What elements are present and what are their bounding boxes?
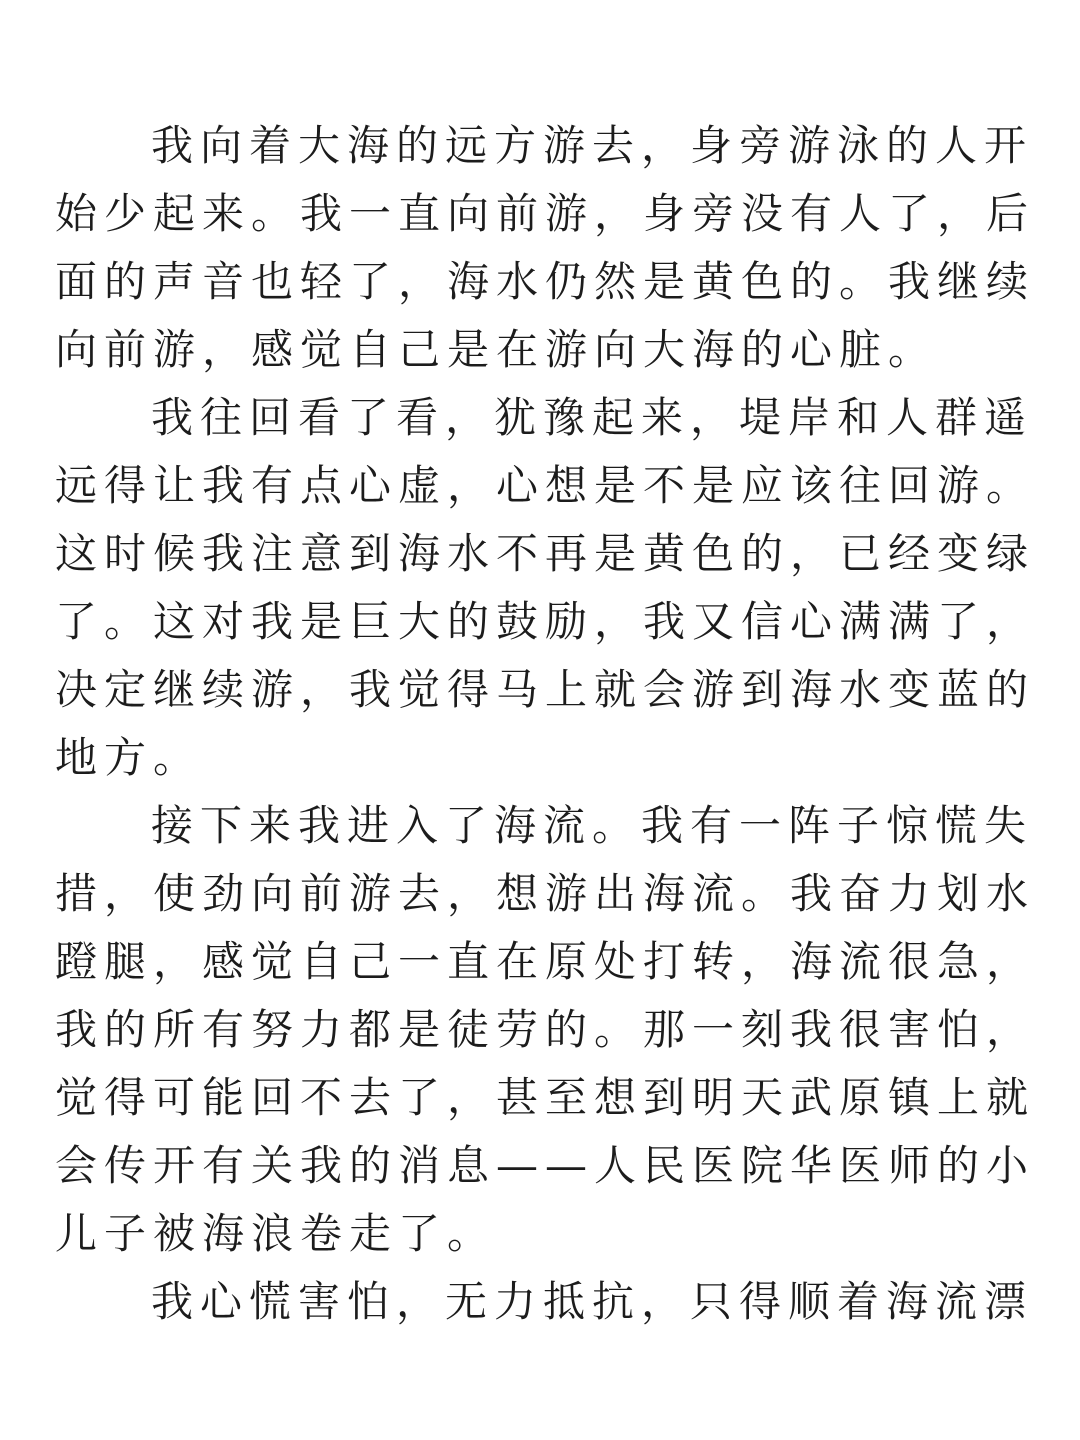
text-line: 接下来我进入了海流。我有一阵子惊慌失 [151, 801, 1034, 850]
paragraph-1 [55, 112, 1036, 384]
text-line: 始少起来。我一直向前游，身旁没有人了，后 [55, 189, 1036, 238]
text-line: 向前游，感觉自己是在游向大海的心脏。 [55, 325, 938, 374]
paragraph-2 [55, 384, 1036, 792]
text-line: 我往回看了看，犹豫起来，堤岸和人群遥 [151, 393, 1034, 442]
text-line: 蹬腿，感觉自己一直在原处打转，海流很急， [55, 937, 1036, 986]
text-line: 措，使劲向前游去，想游出海流。我奋力划水 [55, 869, 1036, 918]
text-line: 这时候我注意到海水不再是黄色的，已经变绿 [55, 529, 1036, 578]
text-line: 地方。 [55, 733, 203, 782]
text-line: 了。这对我是巨大的鼓励，我又信心满满了， [55, 597, 1036, 646]
text-line: 决定继续游，我觉得马上就会游到海水变蓝的 [55, 665, 1036, 714]
text-line: 远得让我有点心虚，心想是不是应该往回游。 [55, 461, 1036, 510]
body-text [55, 112, 1036, 1336]
text-line: 我的所有努力都是徒劳的。那一刻我很害怕， [55, 1005, 1036, 1054]
text-line: 我向着大海的远方游去，身旁游泳的人开 [151, 121, 1034, 170]
text-line: 我心慌害怕，无力抵抗，只得顺着海流漂 [151, 1277, 1034, 1326]
text-line: 儿子被海浪卷走了。 [55, 1209, 497, 1258]
paragraph-3 [55, 792, 1036, 1268]
text-line: 觉得可能回不去了，甚至想到明天武原镇上就 [55, 1073, 1036, 1122]
text-line: 会传开有关我的消息——人民医院华医师的小 [55, 1141, 1036, 1190]
text-line: 面的声音也轻了，海水仍然是黄色的。我继续 [55, 257, 1036, 306]
paragraph-4 [55, 1268, 1034, 1336]
